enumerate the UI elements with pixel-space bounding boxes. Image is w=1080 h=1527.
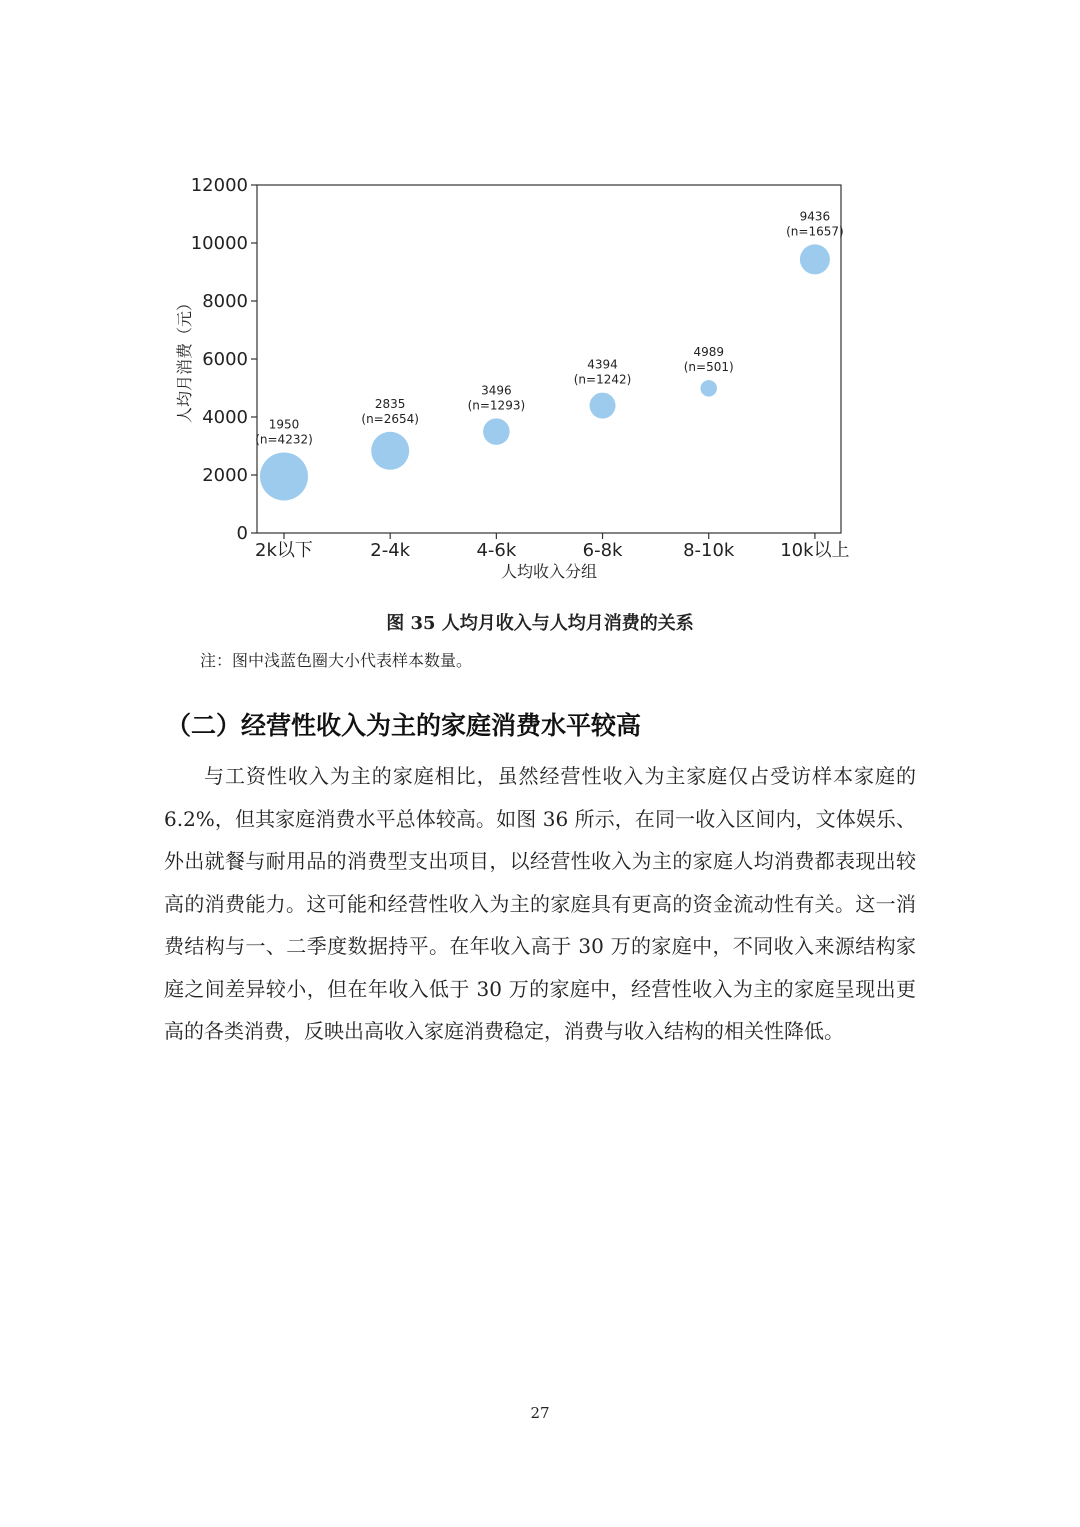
point-value-label: 2835 xyxy=(374,396,406,411)
x-axis xyxy=(255,533,850,561)
figure-caption: 图 35 人均月收入与人均月消费的关系 xyxy=(386,613,694,634)
bubble-chart xyxy=(150,160,890,600)
bubble-point xyxy=(800,244,830,274)
y-axis-title: 人均月消费（元） xyxy=(175,294,194,424)
section-heading: （二）经营性收入为主的家庭消费水平较高 xyxy=(166,711,642,740)
x-axis-title: 人均收入分组 xyxy=(500,562,598,581)
point-value-label: 3496 xyxy=(481,383,512,398)
page-number: 27 xyxy=(530,1404,550,1422)
bubble-point xyxy=(700,380,717,397)
x-tick-label: 8-10k xyxy=(683,540,735,561)
y-tick-label: 4000 xyxy=(202,407,248,428)
x-tick-label: 6-8k xyxy=(582,540,623,561)
y-tick-label: 10000 xyxy=(190,233,248,254)
x-tick-label: 2-4k xyxy=(370,540,411,561)
y-tick-label: 8000 xyxy=(202,291,248,312)
y-tick-label: 6000 xyxy=(202,349,248,370)
y-axis xyxy=(191,175,257,544)
point-n-label: (n=1657) xyxy=(786,224,844,239)
point-n-label: (n=4232) xyxy=(255,432,313,447)
point-n-label: (n=1242) xyxy=(573,372,632,387)
bubble-point xyxy=(590,393,616,419)
point-value-label: 4989 xyxy=(693,345,725,360)
point-value-label: 4394 xyxy=(587,357,618,372)
bubble-point xyxy=(260,452,308,500)
x-tick-label: 10k以上 xyxy=(780,540,850,561)
bubble-point xyxy=(371,432,409,470)
y-tick-label: 12000 xyxy=(190,175,248,196)
y-tick-label: 2000 xyxy=(202,465,248,486)
point-n-label: (n=1293) xyxy=(467,398,526,413)
x-tick-label: 2k以下 xyxy=(255,540,313,561)
point-value-label: 9436 xyxy=(799,209,831,224)
point-n-label: (n=2654) xyxy=(361,411,419,426)
figure-note: 注：图中浅蓝色圈大小代表样本数量。 xyxy=(200,651,473,670)
bubble-series xyxy=(260,244,830,500)
x-tick-label: 4-6k xyxy=(476,540,517,561)
y-tick-label: 0 xyxy=(236,523,248,544)
body-paragraph: 与工资性收入为主的家庭相比，虽然经营性收入为主家庭仅占受访样本家庭的 6.2%，但其家庭消费水平总体较高。如图 36 所示，在同一收入区间内，文体娱乐、外出就餐与耐用品的消费型支出项目，以经营性收入为主的家庭人均消费都表现出较高的消费能力。这可能和经营性收入为主的家庭具有更高的资金流动性有关。这一消费结构与一、二季度数据持平。在年收入高于 30 万的家庭中，不同收入来源结构家庭之间差异较小，但在年收入低于 30 万的家庭中，经营性收入为主的家庭呈现出更高的各类消费，反映出高收入家庭消费稳定，消费与收入结构的相关性降低。 xyxy=(164,764,916,1043)
point-labels xyxy=(255,209,843,446)
point-value-label: 1950 xyxy=(268,417,300,432)
bubble-point xyxy=(483,418,510,445)
plot-frame xyxy=(257,185,841,533)
point-n-label: (n=501) xyxy=(683,360,734,375)
